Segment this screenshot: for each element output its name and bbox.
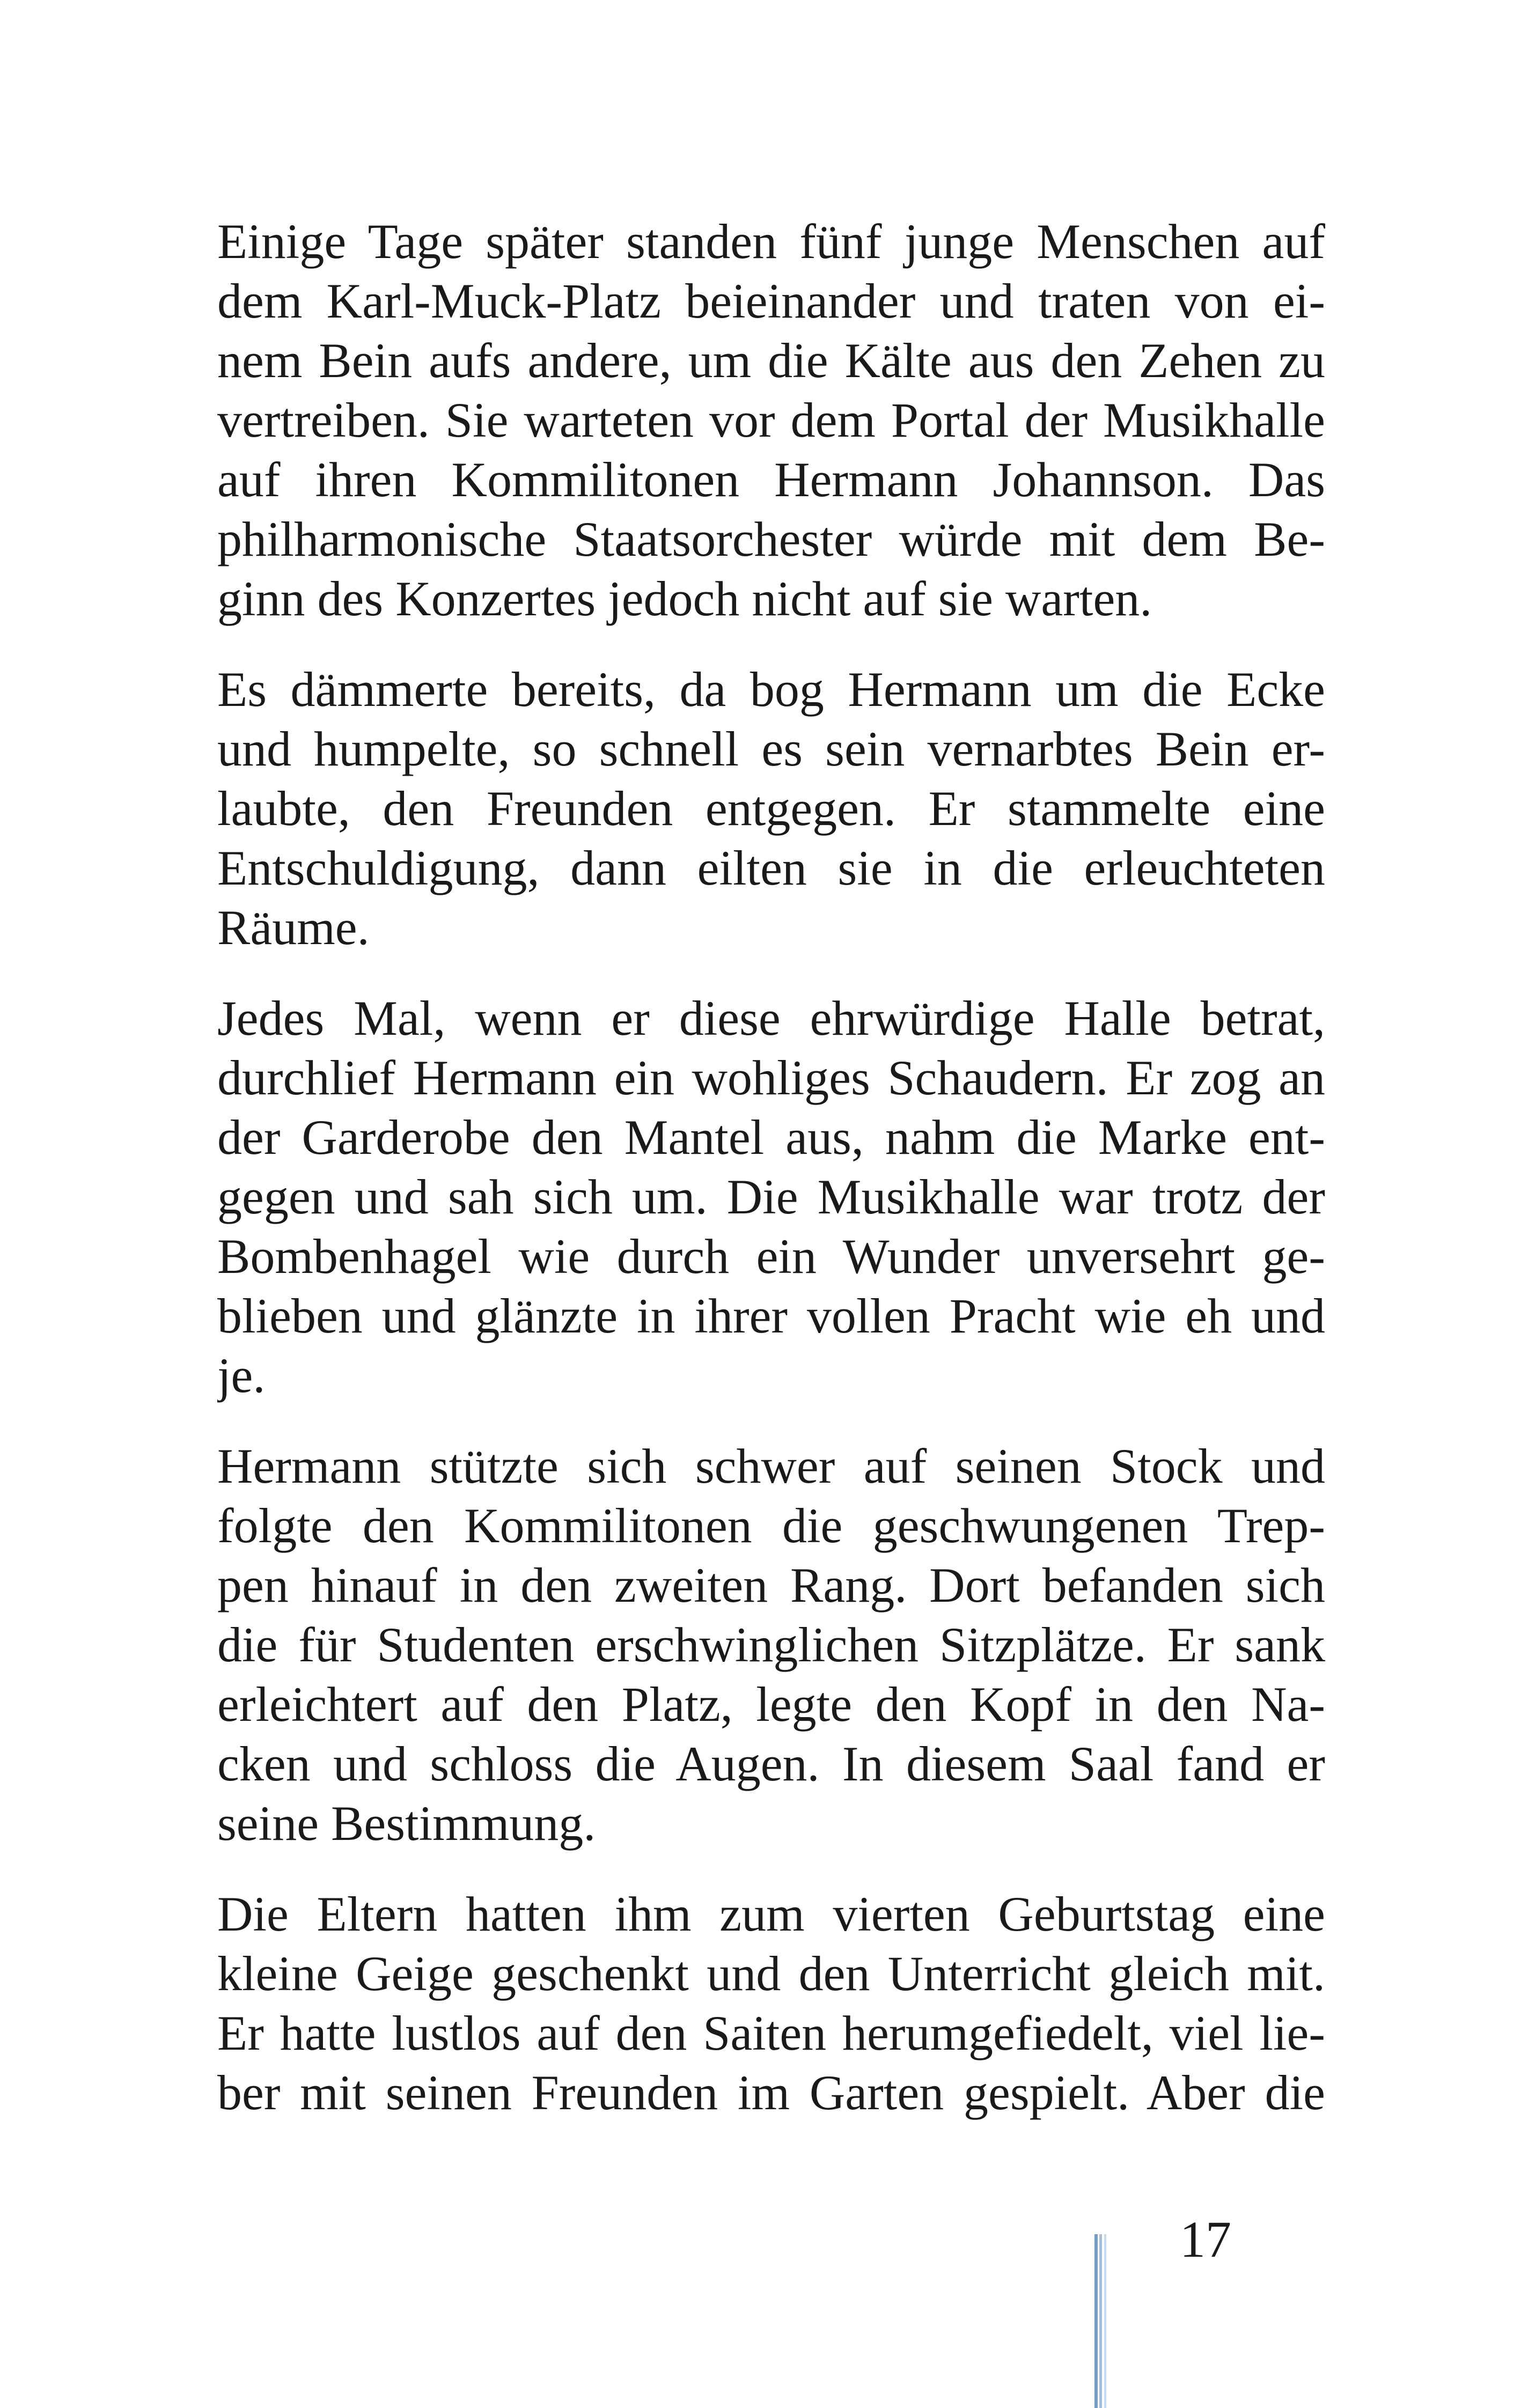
- paragraph: [217, 660, 1325, 958]
- text-line: die für Studenten erschwinglichen Sitzplätze. Er sank: [217, 1617, 1325, 1672]
- body-text: [217, 212, 1325, 2123]
- text-line: Die Eltern hatten ihm zum vierten Geburtstag eine: [217, 1887, 1325, 1941]
- text-line: ginn des Konzertes jedoch nicht auf sie warten.: [217, 571, 1152, 626]
- text-line: Entschuldigung, dann eilten sie in die erleuchteten: [217, 841, 1325, 895]
- text-line: kleine Geige geschenkt und den Unterricht gleich mit.: [217, 1946, 1325, 2001]
- page-number-rule: [1104, 2234, 1106, 2408]
- text-line: ber mit seinen Freunden im Garten gespielt. Aber die: [217, 2065, 1325, 2120]
- text-line: folgte den Kommilitonen die geschwungenen Trep-: [217, 1498, 1325, 1553]
- text-line: der Garderobe den Mantel aus, nahm die Marke ent-: [217, 1110, 1325, 1165]
- text-line: auf ihren Kommilitonen Hermann Johannson. Das: [217, 452, 1325, 507]
- text-line: Räume.: [217, 900, 370, 955]
- paragraph-gap: [217, 1405, 1325, 1437]
- page-number-rule: [1094, 2234, 1098, 2408]
- text-line: philharmonische Staatsorchester würde mit dem Be-: [217, 512, 1325, 566]
- paragraph-gap: [217, 1853, 1325, 1884]
- text-line: Hermann stützte sich schwer auf seinen Stock und: [217, 1439, 1325, 1493]
- page-number: 17: [1180, 2211, 1231, 2268]
- text-line: blieben und glänzte in ihrer vollen Pracht wie eh und: [217, 1288, 1325, 1343]
- text-line: durchlief Hermann ein wohliges Schaudern. Er zog an: [217, 1050, 1325, 1105]
- text-line: dem Karl-Muck-Platz beieinander und traten von ei-: [217, 274, 1325, 328]
- text-line: Einige Tage später standen fünf junge Menschen auf: [217, 214, 1325, 269]
- text-line: je.: [217, 1348, 266, 1403]
- text-line: gegen und sah sich um. Die Musikhalle war trotz der: [217, 1169, 1325, 1224]
- text-line: Jedes Mal, wenn er diese ehrwürdige Halle betrat,: [217, 991, 1325, 1045]
- paragraph-gap: [217, 629, 1325, 660]
- paragraph: [217, 1437, 1325, 1853]
- paragraph: [217, 212, 1325, 629]
- text-line: cken und schloss die Augen. In diesem Saal fand er: [217, 1736, 1325, 1791]
- paragraph: [217, 1884, 1325, 2123]
- text-line: Es dämmerte bereits, da bog Hermann um die Ecke: [217, 662, 1325, 717]
- text-line: und humpelte, so schnell es sein vernarbtes Bein er-: [217, 721, 1325, 776]
- text-line: pen hinauf in den zweiten Rang. Dort befanden sich: [217, 1558, 1325, 1612]
- page-number-rule: [1099, 2234, 1102, 2408]
- paragraph: [217, 989, 1325, 1405]
- text-line: Bombenhagel wie durch ein Wunder unversehrt ge-: [217, 1229, 1325, 1284]
- text-line: seine Bestimmung.: [217, 1796, 596, 1851]
- text-line: laubte, den Freunden entgegen. Er stammelte eine: [217, 781, 1325, 836]
- paragraph-gap: [217, 958, 1325, 989]
- text-line: Er hatte lustlos auf den Saiten herumgefiedelt, viel lie-: [217, 2006, 1325, 2060]
- text-line: erleichtert auf den Platz, legte den Kopf in den Na-: [217, 1677, 1325, 1732]
- text-line: nem Bein aufs andere, um die Kälte aus den Zehen zu: [217, 333, 1325, 388]
- text-line: vertreiben. Sie warteten vor dem Portal der Musikhalle: [217, 393, 1325, 447]
